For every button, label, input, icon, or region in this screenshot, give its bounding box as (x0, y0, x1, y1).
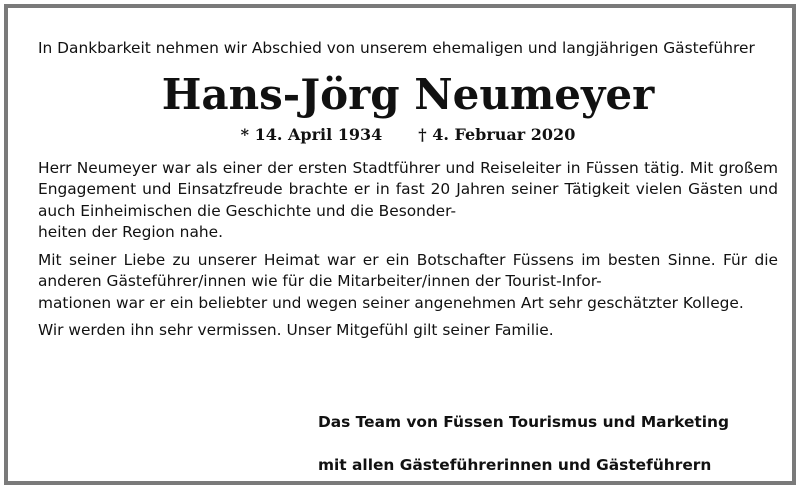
deceased-name: Hans-Jörg Neumeyer (161, 69, 655, 119)
body-paragraph-condolence: Wir werden ihn sehr vermissen. Unser Mitgefühl gilt seiner Familie. (38, 321, 554, 339)
body-paragraph-colleague: Mit seiner Liebe zu unserer Heimat war er ein Botschafter Füssens im besten Sinne. Für die anderen Gästeführer/innen wie für die Mitarbeiter/innen der Tourist-Infor- mationen war er ein beliebter und wegen seiner angenehmen Art sehr geschätzter Kollege. (38, 250, 778, 312)
signature-block (318, 390, 729, 498)
signature-line-guides: mit allen Gästeführerinnen und Gästeführern (318, 455, 712, 474)
body-paragraph-career: Herr Neumeyer war als einer der ersten Stadtführer und Reiseleiter in Füssen tätig. Mit großem Engagement und Einsatzfreude brachte er in fast 20 Jahren seiner Tätigkeit vielen Gästen und auch Einheimischen die Geschichte und die Besonder- heiten der Region nahe. (38, 158, 778, 241)
intro-text: In Dankbarkeit nehmen wir Abschied von unserem ehemaligen und langjährigen Gästeführer (38, 39, 755, 57)
birth-date: * 14. April 1934 (240, 124, 383, 144)
death-date: † 4. Februar 2020 (418, 124, 576, 144)
life-dates (38, 124, 778, 146)
obituary-frame (4, 4, 796, 485)
signature-line-team: Das Team von Füssen Tourismus und Marketing (318, 412, 730, 431)
obituary-content (38, 38, 778, 342)
